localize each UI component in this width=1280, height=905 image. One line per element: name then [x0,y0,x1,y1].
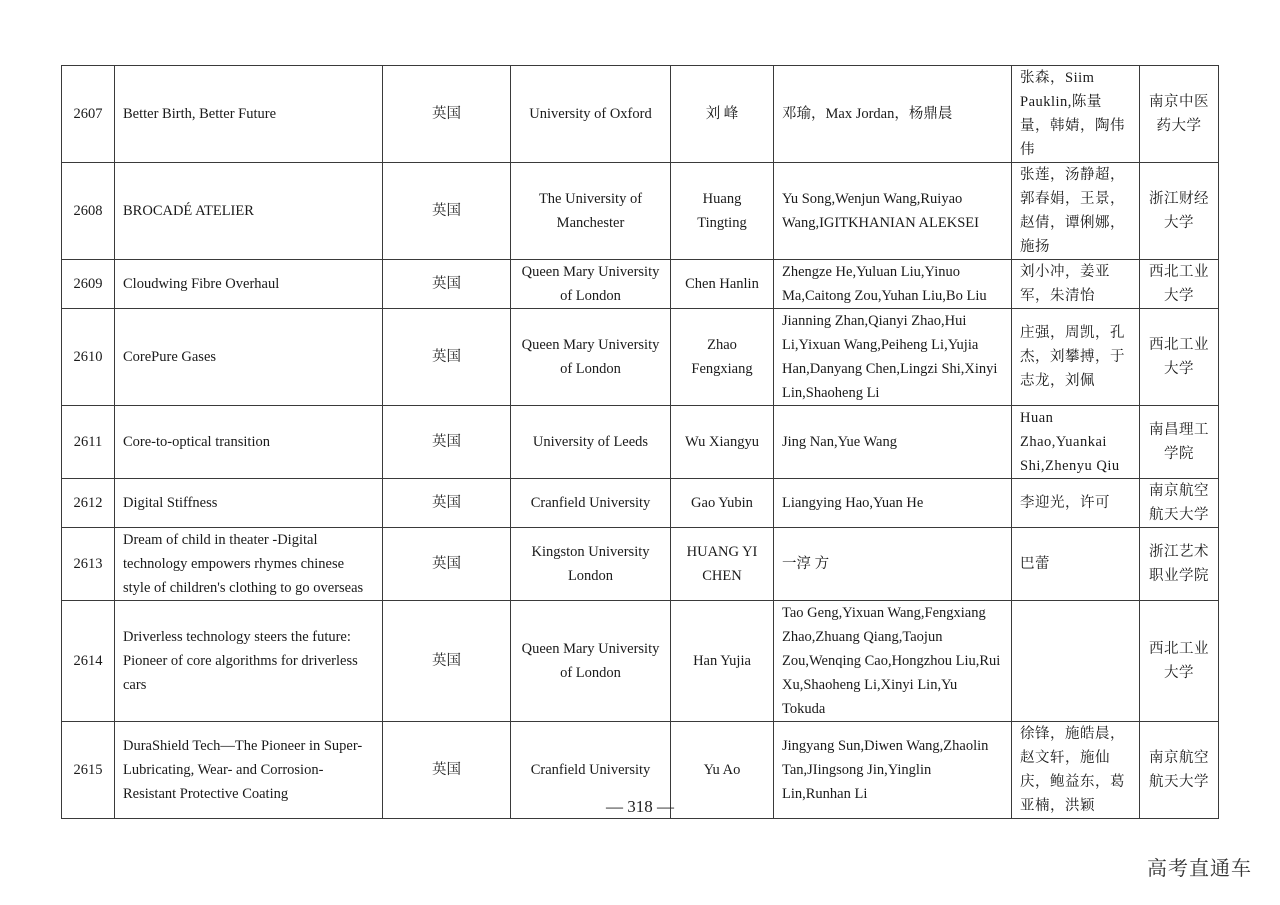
supervisor: Huang Tingting [671,163,774,260]
school: 南京航空航天大学 [1140,479,1219,528]
team-members: Yu Song,Wenjun Wang,Ruiyao Wang,IGITKHANIAN ALEKSEI [774,163,1012,260]
project-title: Driverless technology steers the future: Pioneer of core algorithms for driverless cars [115,601,383,722]
page-number: — 318 — [606,797,674,816]
school: 南京中医药大学 [1140,66,1219,163]
project-title: Digital Stiffness [115,479,383,528]
supervisor: Yu Ao [671,722,774,819]
advisors: 庄强，周凯，孔杰，刘攀搏，于志龙，刘佩 [1012,309,1140,406]
supervisor: Han Yujia [671,601,774,722]
project-title: Dream of child in theater -Digital technology empowers rhymes chinese style of children's clothing to go overseas [115,528,383,601]
project-title: Better Birth, Better Future [115,66,383,163]
country: 英国 [383,528,511,601]
advisors: 张森，Siim Pauklin,陈量量，韩婧，陶伟伟 [1012,66,1140,163]
university: The University of Manchester [511,163,671,260]
row-id: 2609 [62,260,115,309]
row-id: 2615 [62,722,115,819]
advisors: 巴蕾 [1012,528,1140,601]
team-members: Jingyang Sun,Diwen Wang,Zhaolin Tan,JIingsong Jin,Yinglin Lin,Runhan Li [774,722,1012,819]
table-row [62,163,1219,260]
country: 英国 [383,601,511,722]
university: Cranfield University [511,479,671,528]
school: 南京航空航天大学 [1140,722,1219,819]
supervisor: Wu Xiangyu [671,406,774,479]
watermark-text: 高考直通车 [1147,856,1252,880]
country: 英国 [383,260,511,309]
school: 浙江财经大学 [1140,163,1219,260]
row-id: 2608 [62,163,115,260]
university: Queen Mary University of London [511,260,671,309]
university: Kingston University London [511,528,671,601]
advisors: 刘小冲，姜亚军，朱清怡 [1012,260,1140,309]
school: 西北工业大学 [1140,601,1219,722]
country: 英国 [383,479,511,528]
team-members: Liangying Hao,Yuan He [774,479,1012,528]
team-members: Zhengze He,Yuluan Liu,Yinuo Ma,Caitong Zou,Yuhan Liu,Bo Liu [774,260,1012,309]
supervisor: Zhao Fengxiang [671,309,774,406]
table-row [62,309,1219,406]
advisors: 徐锋，施皓晨，赵文轩，施仙庆，鲍益东，葛亚楠，洪颖 [1012,722,1140,819]
school: 西北工业大学 [1140,260,1219,309]
team-members: Jing Nan,Yue Wang [774,406,1012,479]
table-row [62,66,1219,163]
university: Queen Mary University of London [511,309,671,406]
university: University of Leeds [511,406,671,479]
results-table [61,65,1219,819]
table-row [62,479,1219,528]
table-row [62,406,1219,479]
team-members: Tao Geng,Yixuan Wang,Fengxiang Zhao,Zhuang Qiang,Taojun Zou,Wenqing Cao,Hongzhou Liu,Rui Xu,Shaoheng Li,Xinyi Lin,Yu Tokuda [774,601,1012,722]
advisors [1012,601,1140,722]
row-id: 2613 [62,528,115,601]
row-id: 2611 [62,406,115,479]
project-title: CorePure Gases [115,309,383,406]
school: 西北工业大学 [1140,309,1219,406]
table-row [62,260,1219,309]
country: 英国 [383,722,511,819]
row-id: 2607 [62,66,115,163]
university: Queen Mary University of London [511,601,671,722]
team-members: 一淳 方 [774,528,1012,601]
project-title: Core-to-optical transition [115,406,383,479]
team-members: 邓瑜，Max Jordan，杨鼎晨 [774,66,1012,163]
country: 英国 [383,163,511,260]
supervisor: Chen Hanlin [671,260,774,309]
table-row [62,528,1219,601]
university: University of Oxford [511,66,671,163]
country: 英国 [383,406,511,479]
advisors: 张莲，汤静超，郭春娟，王景，赵倩，谭俐娜，施扬 [1012,163,1140,260]
row-id: 2614 [62,601,115,722]
school: 浙江艺术职业学院 [1140,528,1219,601]
row-id: 2612 [62,479,115,528]
row-id: 2610 [62,309,115,406]
project-title: DuraShield Tech—The Pioneer in Super-Lubricating, Wear- and Corrosion-Resistant Protective Coating [115,722,383,819]
country: 英国 [383,66,511,163]
supervisor: 刘 峰 [671,66,774,163]
advisors: Huan Zhao,Yuankai Shi,Zhenyu Qiu [1012,406,1140,479]
country: 英国 [383,309,511,406]
school: 南昌理工学院 [1140,406,1219,479]
advisors: 李迎光，许可 [1012,479,1140,528]
supervisor: HUANG YI CHEN [671,528,774,601]
project-title: BROCADÉ ATELIER [115,163,383,260]
project-title: Cloudwing Fibre Overhaul [115,260,383,309]
table-row [62,601,1219,722]
university: Cranfield University [511,722,671,819]
supervisor: Gao Yubin [671,479,774,528]
team-members: Jianning Zhan,Qianyi Zhao,Hui Li,Yixuan Wang,Peiheng Li,Yujia Han,Danyang Chen,Lingzi Shi,Xinyi Lin,Shaoheng Li [774,309,1012,406]
